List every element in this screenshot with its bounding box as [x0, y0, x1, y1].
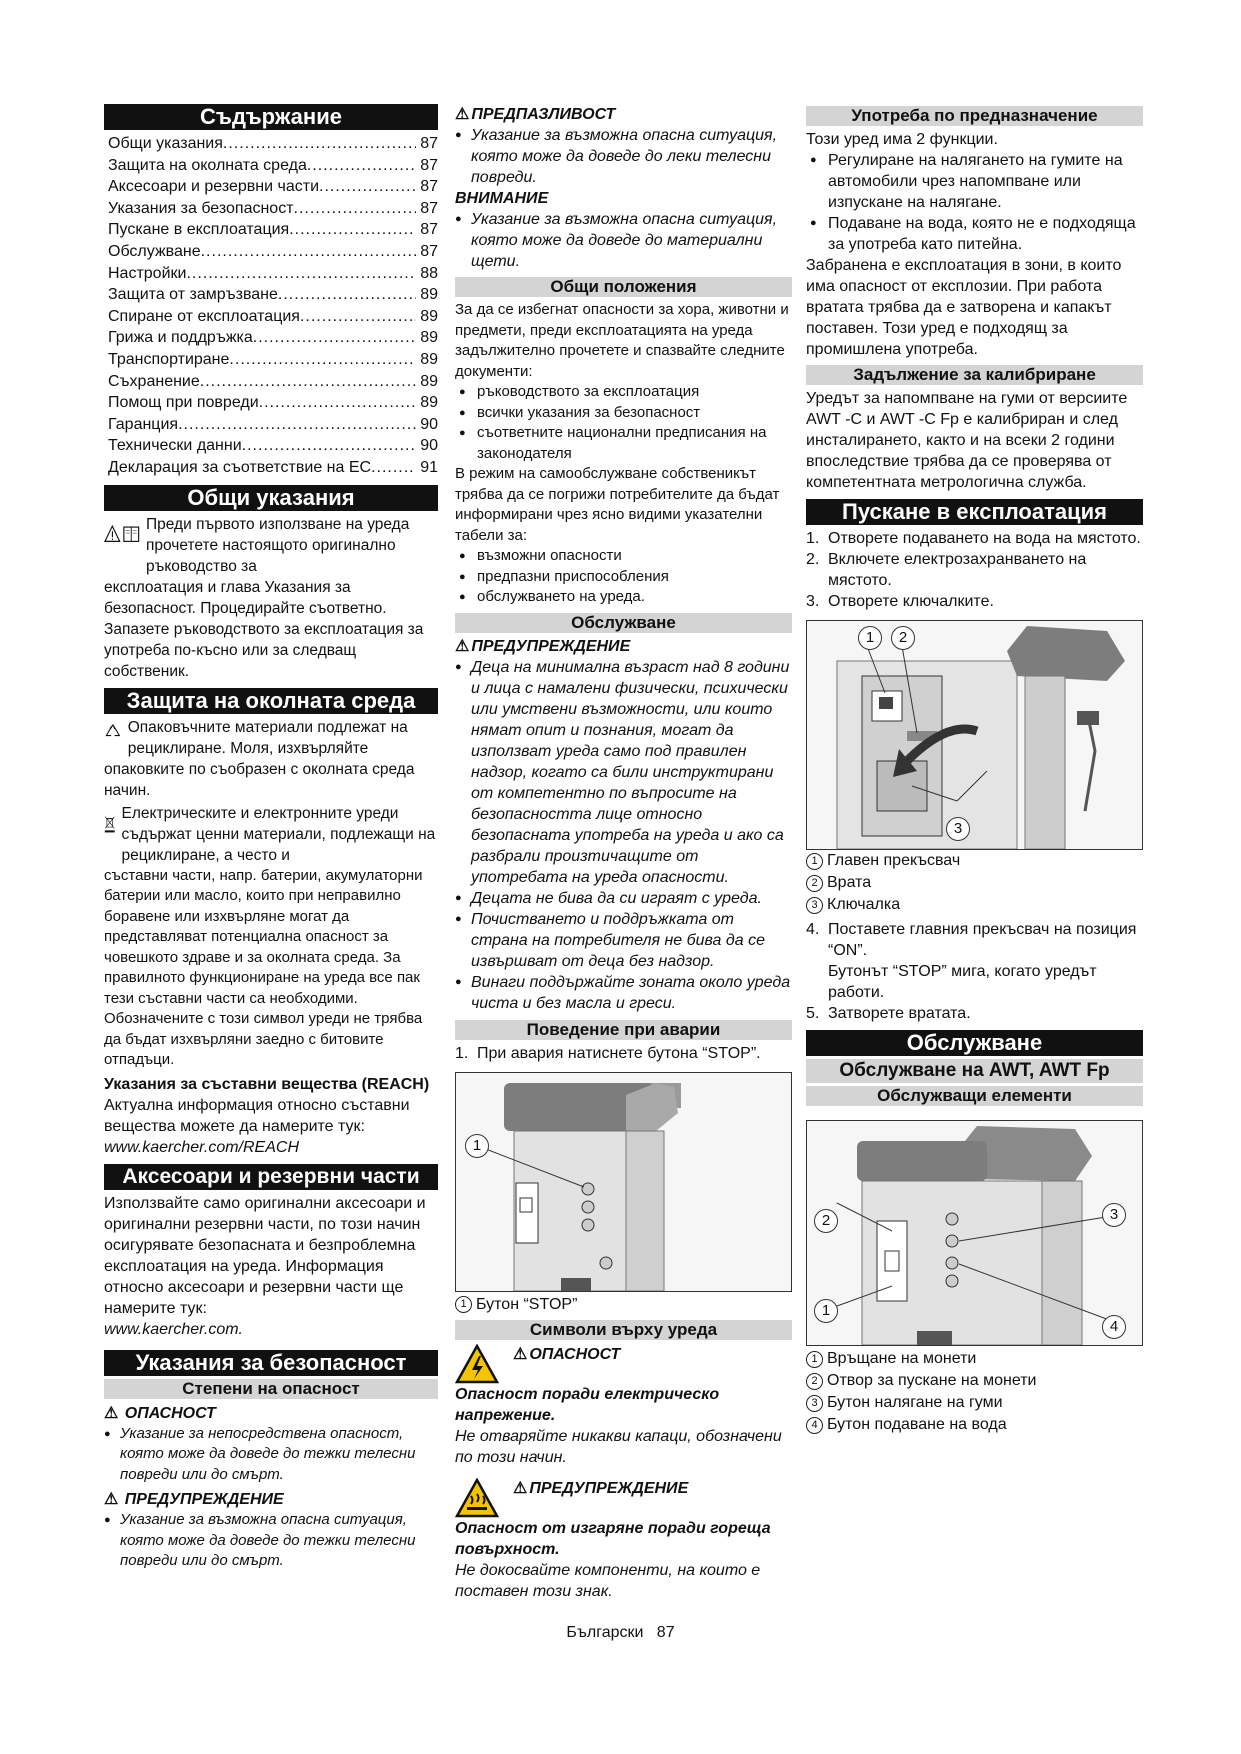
toc-row[interactable]: [108, 435, 438, 457]
toc-leader: [242, 435, 417, 457]
stop-button-caption: Бутон “STOP”: [476, 1295, 578, 1313]
toc-leader: [319, 176, 416, 198]
toc-entry-title: Пускане в експлоатация: [108, 221, 290, 239]
self-service-text: В режим на самообслужване собственикът трябва да се погрижи потребителите да бъдат информирани чрез ясно видими указателни табели за:: [455, 465, 780, 544]
toc-entry-page: 89: [420, 286, 438, 304]
toc-entry-title: Технически данни: [108, 437, 242, 455]
step-4: Поставете главния прекъсвач на позиция “ON”.: [828, 921, 1137, 959]
caution-label: ПРЕДПАЗЛИВОСТ: [471, 106, 616, 123]
operation-warning-label: ПРЕДУПРЕЖДЕНИЕ: [471, 637, 631, 655]
env-text2-side: Електрическите и електронните уреди съдържат ценни материали, подлежащи на рециклиране, а често и: [121, 804, 436, 864]
warning-triangle-icon: ⚠: [104, 1491, 119, 1508]
controls-figure: [806, 1120, 1143, 1346]
callout-1: 1: [465, 1134, 489, 1158]
legend-item: [806, 1392, 1143, 1414]
env-text1: опаковките по съобразен с околната среда начин.: [104, 760, 415, 799]
toc-leader: [253, 327, 416, 349]
callout-2: 2: [814, 1209, 838, 1233]
toc-entry-page: 87: [420, 156, 438, 174]
main-switch-figure: [806, 620, 1143, 850]
intended-use-list: [806, 150, 1143, 255]
electric-hazard-icon: [455, 1344, 499, 1384]
callout-4: 4: [1102, 1315, 1126, 1339]
toc-entry-page: 90: [420, 415, 438, 433]
toc-heading: Съдържание: [104, 104, 438, 130]
accessories-text: Използвайте само оригинални аксесоари и оригинални резервни части, по този начин осигурявате безопасната и безпроблемна експлоатация на уреда. Информация относно аксесоари и резервни части ще намерите тук:: [104, 1194, 426, 1317]
symbol2-text: Не докосвайте компоненти, на които е поставен този знак.: [455, 1561, 761, 1600]
toc-entry-title: Транспортиране: [108, 350, 230, 368]
toc-entry-page: 89: [420, 394, 438, 412]
toc-leader: [259, 392, 417, 414]
toc-entry-page: 87: [420, 135, 438, 152]
toc-row[interactable]: [108, 284, 438, 306]
start-steps: [806, 528, 1143, 612]
warning-text: ● Указание за възможна опасна ситуация, която може да доведе до тежки телесни повреди или до смърт.: [104, 1510, 438, 1572]
column-2: [455, 104, 792, 1602]
general-heading: Общи указания: [104, 485, 438, 511]
step-number: 5.: [806, 1005, 820, 1022]
toc-entry-page: 87: [420, 242, 438, 260]
callout-1: 1: [858, 626, 882, 650]
toc-leader: [278, 284, 416, 306]
docs-list: [455, 382, 792, 464]
operation-sub-heading: Обслужване на AWT, AWT Fp: [806, 1059, 1143, 1083]
stop-button-figure: [455, 1072, 792, 1292]
toc-entry-page: 89: [420, 307, 438, 325]
operation-warning-list: [455, 657, 792, 1014]
legend-number: 4: [806, 1417, 823, 1434]
step-item: [806, 549, 1143, 591]
toc-entry-title: Настройки: [108, 264, 187, 282]
controls-heading: Обслужващи елементи: [806, 1086, 1143, 1106]
warning-label: ПРЕДУПРЕЖДЕНИЕ: [124, 1491, 284, 1508]
general-text: експлоатация и глава Указания за безопасност. Процедирайте съответно. Запазете ръководството за експлоатация за употреба по-късно или за следващ собственик.: [104, 578, 424, 680]
step-number: 2.: [806, 551, 820, 568]
toc-row[interactable]: [108, 133, 438, 155]
attention-text: ● Указание за възможна опасна ситуация, която може да доведе до материални щети.: [455, 209, 792, 272]
legend-item: [806, 872, 1143, 894]
main-switch-legend: [806, 850, 1143, 916]
accessories-heading: Аксесоари и резервни части: [104, 1164, 438, 1190]
legend-text: Бутон налягане на гуми: [827, 1394, 1003, 1411]
toc-entry-title: Спиране от експлоатация: [108, 307, 300, 325]
list-item: ● Винаги поддържайте зоната около уреда чиста и без масла и греси.: [455, 972, 792, 1014]
symbol1-label: ОПАСНОСТ: [529, 1345, 621, 1363]
toc-entry-title: Защита от замръзване: [108, 286, 278, 304]
danger-levels-heading: Степени на опасност: [104, 1379, 438, 1399]
toc-entry-title: Защита на околната среда: [108, 156, 307, 174]
toc-leader: [201, 241, 417, 263]
list-item: ● всички указания за безопасност: [455, 403, 792, 424]
list-item: ● Деца на минимална възраст над 8 години и лица с намалени физически, психически или умствени възможности, или които нямат опит и познания, могат да използват уреда само под правилен надзор, когато са били инструктирани от компетентно по въпросите на безопасността лице относно безопасната употреба на уреда и ако са разбрали произтичащите от употребата на уреда опасности.: [455, 657, 792, 888]
toc-row[interactable]: [108, 198, 438, 220]
list-item: ● предпазни приспособления: [455, 567, 792, 588]
intended-use-heading: Употреба по предназначение: [806, 106, 1143, 126]
symbol2-label: ПРЕДУПРЕЖДЕНИЕ: [529, 1479, 689, 1497]
toc-row[interactable]: [108, 349, 438, 371]
env-text2: съставни части, напр. батерии, акумулаторни батерии или масло, които при неправилно боравене или изхвърляне могат да представляват потенциална опасност за човешкото здраве и за околната среда. За правилното функциониране на уреда все пак тези съставни части са необходими. Обозначените с този символ уреди не трябва да бъдат изхвърляни заедно с битовите отпадъци.: [104, 866, 423, 1068]
step-text: Отворете ключалките.: [828, 593, 994, 610]
toc-leader: [200, 371, 416, 393]
toc-leader: [307, 155, 416, 177]
calibration-heading: Задължение за калибриране: [806, 365, 1143, 385]
intended-use-text: Забранена е експлоатация в зони, в които има опасност от експлозии. При работа вратата трябва да е затворена и капакът поставен. Този уред е подходящ за промишлена употреба.: [806, 257, 1122, 358]
emergency-heading: Поведение при аварии: [455, 1020, 792, 1040]
attention-label: ВНИМАНИЕ: [455, 190, 549, 207]
legend-text: Отвор за пускане на монети: [827, 1372, 1037, 1389]
toc-entry-title: Съхранение: [108, 372, 200, 390]
reach-link[interactable]: www.kaercher.com/REACH: [104, 1138, 300, 1156]
toc-entry-title: Декларация за съответствие на ЕС: [108, 458, 372, 476]
recycling-icon: [104, 717, 122, 747]
legend-text: Връщане на монети: [827, 1350, 977, 1367]
reach-text: Актуална информация относно съставни вещества можете да намерите тук:: [104, 1096, 410, 1135]
legend-text: Бутон подаване на вода: [827, 1416, 1007, 1433]
list-item: ● Регулиране на налягането на гумите на автомобили чрез напомпване или изпускане на налягане.: [806, 150, 1143, 213]
emergency-step: При авария натиснете бутона “STOP”.: [477, 1044, 761, 1062]
danger-label: ОПАСНОСТ: [124, 1404, 216, 1422]
toc-entry-page: 91: [420, 458, 438, 476]
operation-heading: Обслужване: [455, 613, 792, 633]
caution-text: ● Указание за възможна опасна ситуация, която може да доведе до леки телесни повреди.: [455, 125, 792, 188]
toc-entry-page: 90: [420, 437, 438, 455]
reach-heading: Указания за съставни вещества (REACH): [104, 1075, 430, 1093]
toc-row[interactable]: [108, 392, 438, 414]
callout-2: 2: [891, 626, 915, 650]
toc-entry-title: Аксесоари и резервни части: [108, 178, 320, 196]
symbol2-heading: Опасност от изгаряне поради гореща повърхност.: [455, 1519, 771, 1558]
warning-triangle-icon: ⚠: [513, 1479, 528, 1497]
intended-use-intro: Този уред има 2 функции.: [806, 131, 998, 148]
toc-entry-title: Указания за безопасност: [108, 199, 294, 217]
operation-heading: Обслужване: [806, 1030, 1143, 1056]
list-item: ● Подаване на вода, която не е подходяща за употреба като питейна.: [806, 213, 1143, 255]
legend-item: [806, 1370, 1143, 1392]
legend-item: [806, 850, 1143, 872]
legend-number: 3: [806, 1395, 823, 1412]
symbol1-text: Не отваряйте никакви капаци, обозначени по този начин.: [455, 1427, 782, 1466]
toc-entry-title: Помощ при повреди: [108, 394, 259, 412]
start-heading: Пускане в експлоатация: [806, 499, 1143, 525]
warning-triangle-icon: ⚠: [455, 637, 470, 655]
list-item: ● Децата не бива да си играят с уреда.: [455, 888, 792, 909]
general-positions-text: За да се избегнат опасности за хора, животни и предмети, преди експлоатацията на уреда задължително прочетете и спазвайте следните документи:: [455, 301, 789, 380]
step-text: Отворете подаването на вода на мястото.: [828, 530, 1141, 547]
list-item: ● възможни опасности: [455, 546, 792, 567]
danger-text: ● Указание за непосредствена опасност, която може да доведе до тежки телесни повреди или до смърт.: [104, 1424, 438, 1486]
toc-row[interactable]: [108, 457, 438, 479]
column-3: [806, 104, 1143, 1436]
toc-entry-page: 87: [420, 221, 438, 239]
legend-text: Главен прекъсвач: [827, 852, 961, 869]
toc-entry-title: Гаранция: [108, 415, 179, 433]
legend-item: [806, 1414, 1143, 1436]
toc-leader: [186, 263, 416, 285]
controls-legend: [806, 1348, 1143, 1436]
legend-number: 1: [806, 853, 823, 870]
general-positions-heading: Общи положения: [455, 277, 792, 297]
toc-entry-title: Общи указания: [108, 135, 223, 152]
step-5: Затворете вратата.: [828, 1005, 971, 1022]
device-illustration: [456, 1073, 792, 1291]
page-number: 87: [656, 1624, 675, 1641]
toc-entry-title: Обслужване: [108, 242, 201, 260]
legend-number: 3: [806, 897, 823, 914]
toc-row[interactable]: [108, 263, 438, 285]
toc-leader: [294, 198, 417, 220]
toc-leader: [178, 414, 416, 436]
toc-leader: [229, 349, 416, 371]
warning-triangle-icon: ⚠: [513, 1345, 528, 1363]
toc-row[interactable]: [108, 176, 438, 198]
step-item: [806, 591, 1143, 612]
table-of-contents: [104, 133, 438, 479]
open-cabinet-illustration: [807, 621, 1143, 849]
legend-item: [806, 1348, 1143, 1370]
toc-entry-page: 89: [420, 350, 438, 368]
device-illustration: [807, 1121, 1143, 1345]
legend-text: Ключалка: [827, 896, 901, 913]
calibration-text: Уредът за напомпване на гуми от версиите AWT -C и AWT -C Fp е калибриран и след инсталирането, както и на всеки 2 години впоследствие трябва да се проверява от компетентната метрологична служба.: [806, 390, 1128, 491]
warning-triangle-icon: ⚠: [455, 106, 470, 123]
toc-entry-page: 87: [420, 178, 438, 196]
toc-row[interactable]: [108, 371, 438, 393]
toc-row[interactable]: [108, 241, 438, 263]
toc-entry-page: 89: [420, 329, 438, 347]
toc-entry-page: 87: [420, 199, 438, 217]
step-4-note: Бутонът “STOP” мига, когато уредът работи.: [828, 963, 1097, 1001]
general-text-side: Преди първото използване на уреда прочетете настоящото оригинално ръководство за: [146, 515, 410, 575]
toc-row[interactable]: [108, 219, 438, 241]
callout-3: 3: [946, 817, 970, 841]
warning-triangle-icon: ⚠: [104, 1404, 119, 1422]
toc-entry-page: 89: [420, 372, 438, 390]
toc-entry-page: 88: [420, 264, 438, 282]
list-item: ● съответните национални предписания на законодателя: [455, 423, 792, 464]
callout-1: 1: [814, 1299, 838, 1323]
legend-number: 2: [806, 875, 823, 892]
step-number: 1.: [806, 530, 820, 547]
toc-leader: [371, 457, 416, 479]
toc-row[interactable]: [108, 306, 438, 328]
symbols-heading: Символи върху уреда: [455, 1320, 792, 1340]
toc-entry-title: Грижа и поддръжка: [108, 329, 253, 347]
self-service-list: [455, 546, 792, 608]
legend-number: 1: [455, 1296, 472, 1313]
footer-language: Български: [566, 1624, 644, 1641]
step-item: [806, 528, 1143, 549]
column-1: [104, 104, 438, 1572]
toc-leader: [289, 219, 416, 241]
toc-row[interactable]: [108, 327, 438, 349]
step-text: Включете електрозахранването на мястото.: [828, 551, 1087, 589]
legend-text: Врата: [827, 874, 872, 891]
toc-leader: [300, 306, 416, 328]
warning-manual-icon: [104, 514, 140, 554]
page-footer: [0, 1624, 1241, 1642]
toc-row[interactable]: [108, 155, 438, 177]
list-item: ● обслужването на уреда.: [455, 587, 792, 608]
env-heading: Защита на околната среда: [104, 688, 438, 714]
step-number: 3.: [806, 593, 820, 610]
legend-item: [806, 894, 1143, 916]
list-item: ● ръководството за експлоатация: [455, 382, 792, 403]
list-item: ● Почистването и поддръжката от страна на потребителя не бива да се извършват от деца без надзор.: [455, 909, 792, 972]
step-number: 4.: [806, 921, 820, 938]
legend-number: 1: [806, 1351, 823, 1368]
toc-leader: [223, 133, 416, 155]
toc-row[interactable]: [108, 414, 438, 436]
env-text1-side: Опаковъчните материали подлежат на рециклиране. Моля, изхвърляйте: [127, 718, 408, 757]
step-number: 1.: [455, 1044, 469, 1062]
callout-3: 3: [1102, 1203, 1126, 1227]
safety-heading: Указания за безопасност: [104, 1350, 438, 1376]
symbol1-heading: Опасност поради електрическо напрежение.: [455, 1385, 720, 1424]
accessories-link[interactable]: www.kaercher.com.: [104, 1320, 243, 1338]
legend-number: 2: [806, 1373, 823, 1390]
hot-surface-icon: [455, 1478, 499, 1518]
crossed-bin-icon: [104, 803, 116, 847]
